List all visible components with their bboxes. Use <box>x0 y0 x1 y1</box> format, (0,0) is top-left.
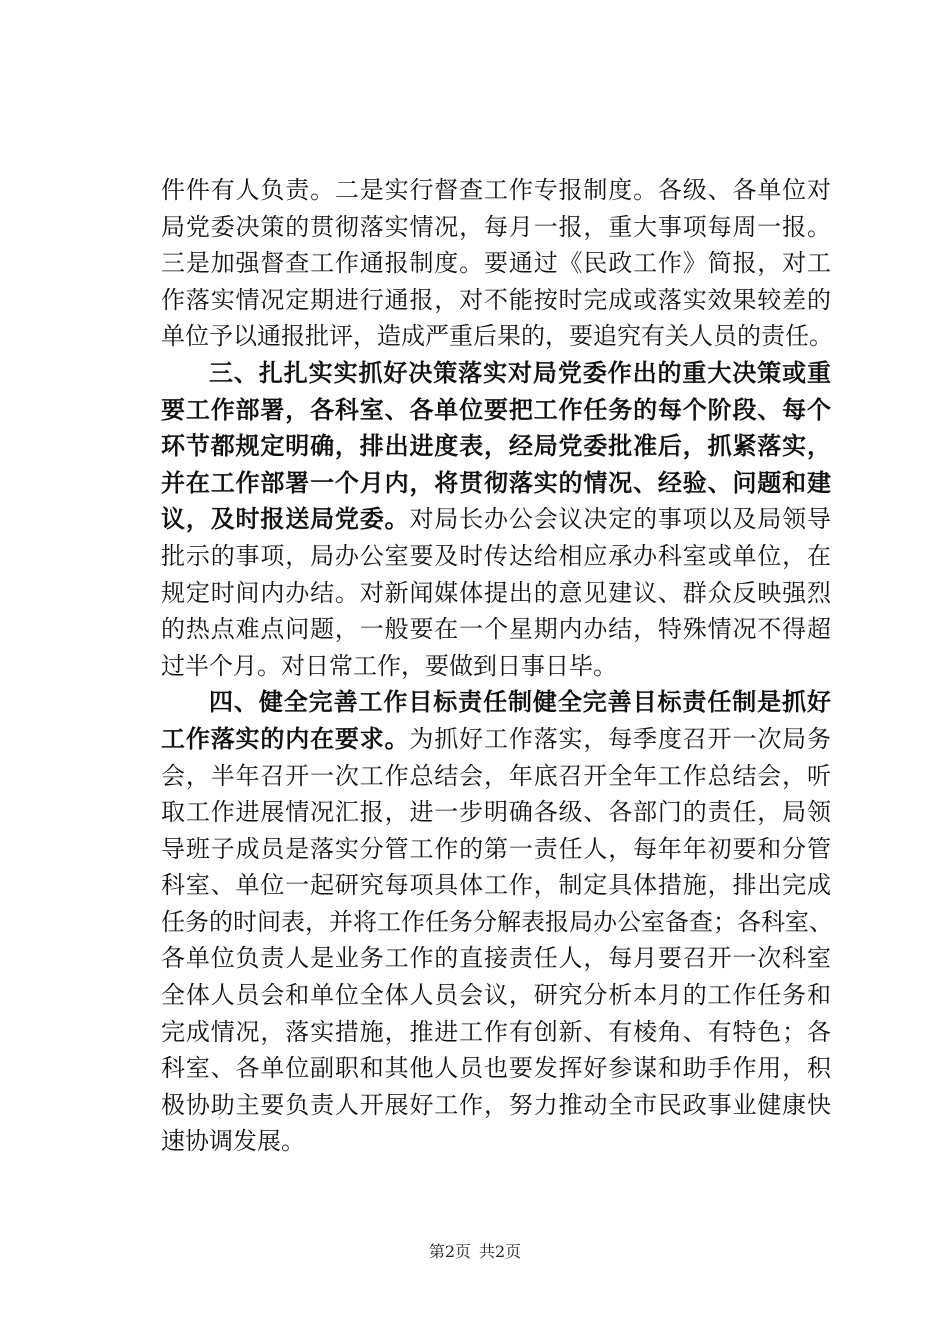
text-line: 过半个月。对日常工作，要做到日事日毕。 <box>161 651 617 680</box>
text-line: 速协调发展。 <box>161 1127 305 1156</box>
mixed-line <box>161 721 831 758</box>
section-heading-tail: 工作落实的内在要求。 <box>161 723 410 753</box>
text-line: 各单位负责人是业务工作的直接责任人，每月要召开一次科室 <box>161 944 831 973</box>
text-line: 任务的时间表，并将工作任务分解表报局办公室备查；各科室、 <box>161 907 833 936</box>
page-footer <box>0 1242 950 1262</box>
text-line: 会，半年召开一次工作总结会，年底召开全年工作总结会，听 <box>161 761 831 790</box>
text-line: 科室、单位一起研究每项具体工作，制定具体措施，排出完成 <box>161 871 831 900</box>
section-heading-line: 四、健全完善工作目标责任制健全完善目标责任制是抓好 <box>209 687 831 717</box>
text-line: 取工作进展情况汇报，进一步明确各级、各部门的责任，局领 <box>161 798 831 827</box>
section-heading-line: 并在工作部署一个月内，将贯彻落实的情况、经验、问题和建 <box>161 467 831 497</box>
text-line: 三是加强督查工作通报制度。要通过《民政工作》简报，对工 <box>161 249 831 278</box>
page-total: 共2页 <box>479 1242 522 1261</box>
section-heading-line: 三、扎扎实实抓好决策落实对局党委作出的重大决策或重 <box>209 357 831 387</box>
text-span: 为抓好工作落实，每季度召开一次局务 <box>409 724 832 753</box>
mixed-line <box>161 501 831 538</box>
text-line: 导班子成员是落实分管工作的第一责任人，每年年初要和分管 <box>161 834 831 863</box>
text-line: 完成情况，落实措施，推进工作有创新、有棱角、有特色；各 <box>161 1017 831 1046</box>
text-span: 对局长办公会议决定的事项以及局领导 <box>409 505 832 534</box>
section-heading-tail: 议，及时报送局党委。 <box>161 504 410 534</box>
text-line: 单位予以通报批评，造成严重后果的，要追究有关人员的责任。 <box>161 322 833 351</box>
text-line: 科室、各单位副职和其他人员也要发挥好参谋和助手作用，积 <box>161 1054 831 1083</box>
page-number: 第2页 <box>428 1242 471 1261</box>
document-body <box>161 172 831 1160</box>
text-line: 规定时间内办结。对新闻媒体提出的意见建议、群众反映强烈 <box>161 578 831 607</box>
text-line: 局党委决策的贯彻落实情况，每月一报，重大事项每周一报。 <box>161 212 831 241</box>
text-line: 极协助主要负责人开展好工作，努力推动全市民政事业健康快 <box>161 1090 831 1119</box>
text-line: 全体人员会和单位全体人员会议，研究分析本月的工作任务和 <box>161 981 831 1010</box>
text-line: 作落实情况定期进行通报，对不能按时完成或落实效果较差的 <box>161 285 831 314</box>
text-line: 批示的事项，局办公室要及时传达给相应承办科室或单位，在 <box>161 541 831 570</box>
section-heading-line: 要工作部署，各科室、各单位要把工作任务的每个阶段、每个 <box>161 394 831 424</box>
text-line: 件件有人负责。二是实行督查工作专报制度。各级、各单位对 <box>161 176 831 204</box>
text-line: 的热点难点问题，一般要在一个星期内办结，特殊情况不得超 <box>161 615 831 644</box>
section-heading-line: 环节都规定明确，排出进度表，经局党委批准后，抓紧落实， <box>161 431 831 461</box>
